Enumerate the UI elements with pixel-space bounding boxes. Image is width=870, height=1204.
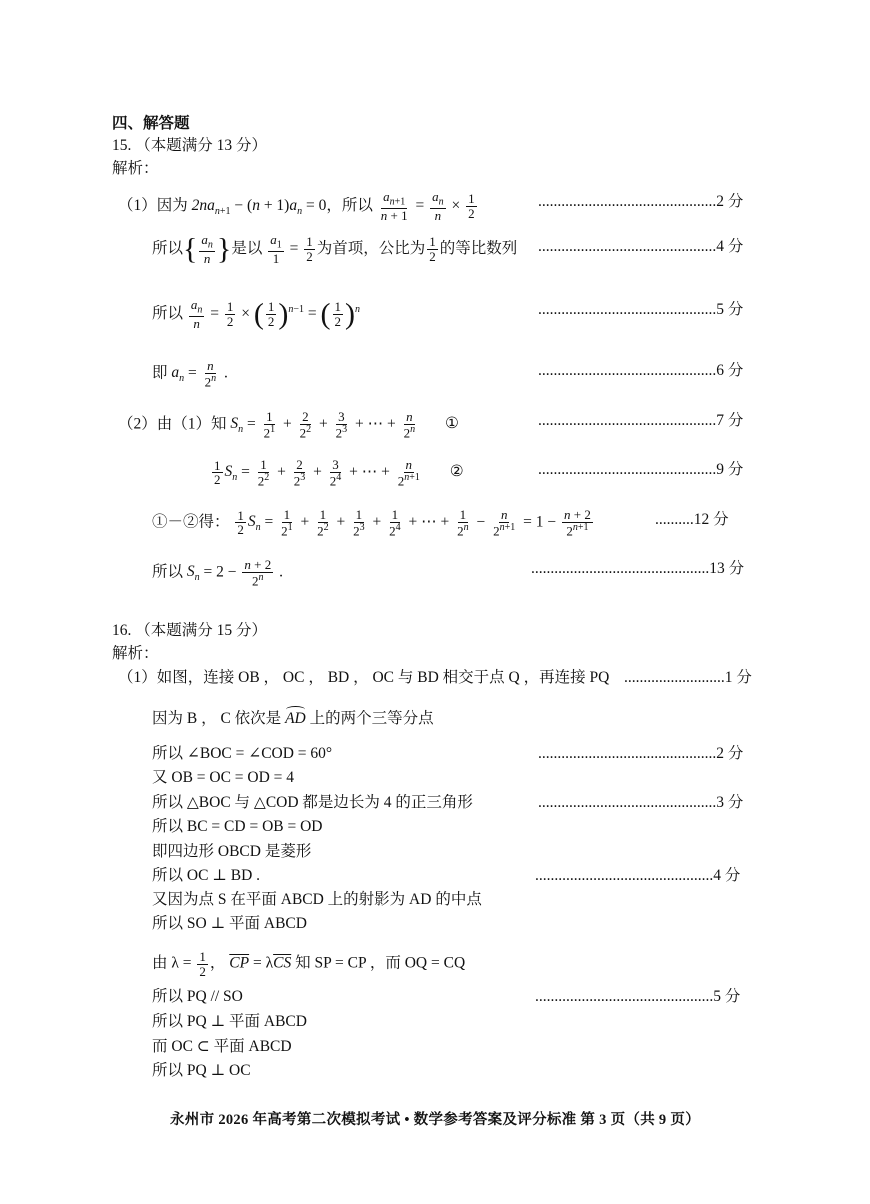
- arc-ad: AD: [285, 710, 306, 727]
- q15-score-5: ..............................................5 分: [538, 301, 744, 318]
- q16-line5: 所以 △BOC 与 △COD 都是边长为 4 的正三角形: [152, 794, 473, 811]
- page-footer: 永州市 2026 年高考第二次模拟考试 • 数学参考答案及评分标准 第 3 页（共 9 页）: [170, 1112, 700, 1128]
- q15-header: 15. （本题满分 13 分）: [112, 137, 268, 154]
- q15-step1-label: （1）因为: [118, 196, 188, 214]
- q16-line11: 由 λ = $\frac{1}{2}$ ， $\overline{CP} = \lambda\overline{CS}$ 知 SP = CP ，而 OQ = CQ: [152, 949, 466, 979]
- q16-score-4: ..............................................4 分: [535, 867, 741, 884]
- q16-line9: 又因为点 S 在平面 ABCD 上的射影为 AD 的中点: [152, 891, 482, 908]
- q16-line2: 因为 B ， C 依次是 AD 上的两个三等分点: [152, 710, 434, 727]
- q15-score-7: ..............................................7 分: [538, 412, 744, 429]
- vector-cp: $\overline{CP}$: [229, 954, 250, 972]
- q15-part2-line2: $\frac{1}{2}$ $S_n$ = $\frac{1}{2^2}$ + $\frac{2}{2^3}$ + $\frac{3}{2^4}$ + ⋯ + $\frac{n}{2^{n+1}}$ ②: [214, 457, 464, 488]
- q15-score-6: ..............................................6 分: [538, 362, 744, 379]
- q15-analysis-label: 解析：: [112, 160, 159, 177]
- circle-1: ①: [445, 415, 459, 433]
- q15-step4: 即 $a_n$ = $\frac{n}{2^n}$ .: [152, 358, 228, 389]
- q15-step1-mid: ，所以: [326, 196, 373, 214]
- q16-line1: （1）如图，连接 OB ， OC ， BD ， OC 与 BD 相交于点 Q ，再连接 PQ: [118, 669, 610, 686]
- q16-line3: 所以 ∠BOC = ∠COD = 60°: [152, 745, 333, 762]
- q15-score-9: ..............................................9 分: [538, 461, 744, 478]
- q15-score-13: ..............................................13 分: [531, 560, 745, 577]
- q16-score-1: ..........................1 分: [624, 669, 752, 686]
- section-title: 四、解答题: [112, 115, 190, 132]
- q16-line4: 又 OB = OC = OD = 4: [152, 769, 295, 786]
- q15-step1: （1）因为 $2na_{n+1} - (n + 1)a_n = 0$，所以 $\frac{a_{n+1}}{n + 1}$ = $\frac{a_n}{n}$ × $\frac{1}{2}$: [118, 189, 475, 224]
- q16-score-5: ..............................................5 分: [535, 988, 741, 1005]
- q16-line13: 所以 PQ ⊥ 平面 ABCD: [152, 1013, 307, 1030]
- q15-part2-line4: 所以 $S_n = 2$ − $\frac{n + 2}{2^n}$ .: [152, 557, 283, 588]
- circle-2: ②: [449, 463, 464, 481]
- q16-header: 16. （本题满分 15 分）: [112, 622, 268, 639]
- q16-line6: 所以 BC = CD = OB = OD: [152, 818, 323, 835]
- q16-score-2: ..............................................2 分: [538, 745, 744, 762]
- q15-score-4: ..............................................4 分: [538, 238, 744, 255]
- q15-score-12: ..........12 分: [655, 511, 729, 528]
- q15-step2: 所以{ $\frac{a_n}{n}$ }是以 $\frac{a_1}{1}$ = $\frac{1}{2}$ 为首项，公比为 $\frac{1}{2}$ 的等比数列: [152, 232, 518, 267]
- q16-line14: 而 OC ⊂ 平面 ABCD: [152, 1038, 292, 1055]
- q16-score-3: ..............................................3 分: [538, 794, 744, 811]
- q16-line15: 所以 PQ ⊥ OC: [152, 1062, 251, 1079]
- q16-analysis-label: 解析：: [112, 645, 159, 662]
- q16-line8: 所以 OC ⊥ BD .: [152, 867, 261, 884]
- q15-part2-line1: （2）由（1）知 $S_n$ = $\frac{1}{2^1}$ + $\frac{2}{2^2}$ + $\frac{3}{2^3}$ + ⋯ + $\frac{n}{2^n}$ ①: [118, 409, 459, 440]
- q15-score-2: ..............................................2 分: [538, 193, 744, 210]
- vector-cs: $\overline{CS}$: [273, 954, 292, 972]
- q16-line10: 所以 SO ⊥ 平面 ABCD: [152, 915, 307, 932]
- q16-line12: 所以 PQ // SO: [152, 988, 243, 1005]
- q15-part2-line3: ①－②得： $\frac{1}{2}$ $S_n$ = $\frac{1}{2^1}$ + $\frac{1}{2^2}$ + $\frac{1}{2^3}$ + $\frac{1}{2^4}$ + ⋯ + $\frac{1}{2^n}$ − $\frac{n}{2^{n+1}}$ = 1 − $\frac{n + 2}{2^{n+1}}$: [152, 507, 591, 538]
- q15-step3: 所以 $\frac{a_n}{n}$ = $\frac{1}{2}$ × ( $\frac{1}{2}$ )$^{n-1}$ = ( $\frac{1}{2}$ )$^n$: [152, 297, 361, 332]
- q16-line7: 即四边形 OBCD 是菱形: [152, 843, 312, 860]
